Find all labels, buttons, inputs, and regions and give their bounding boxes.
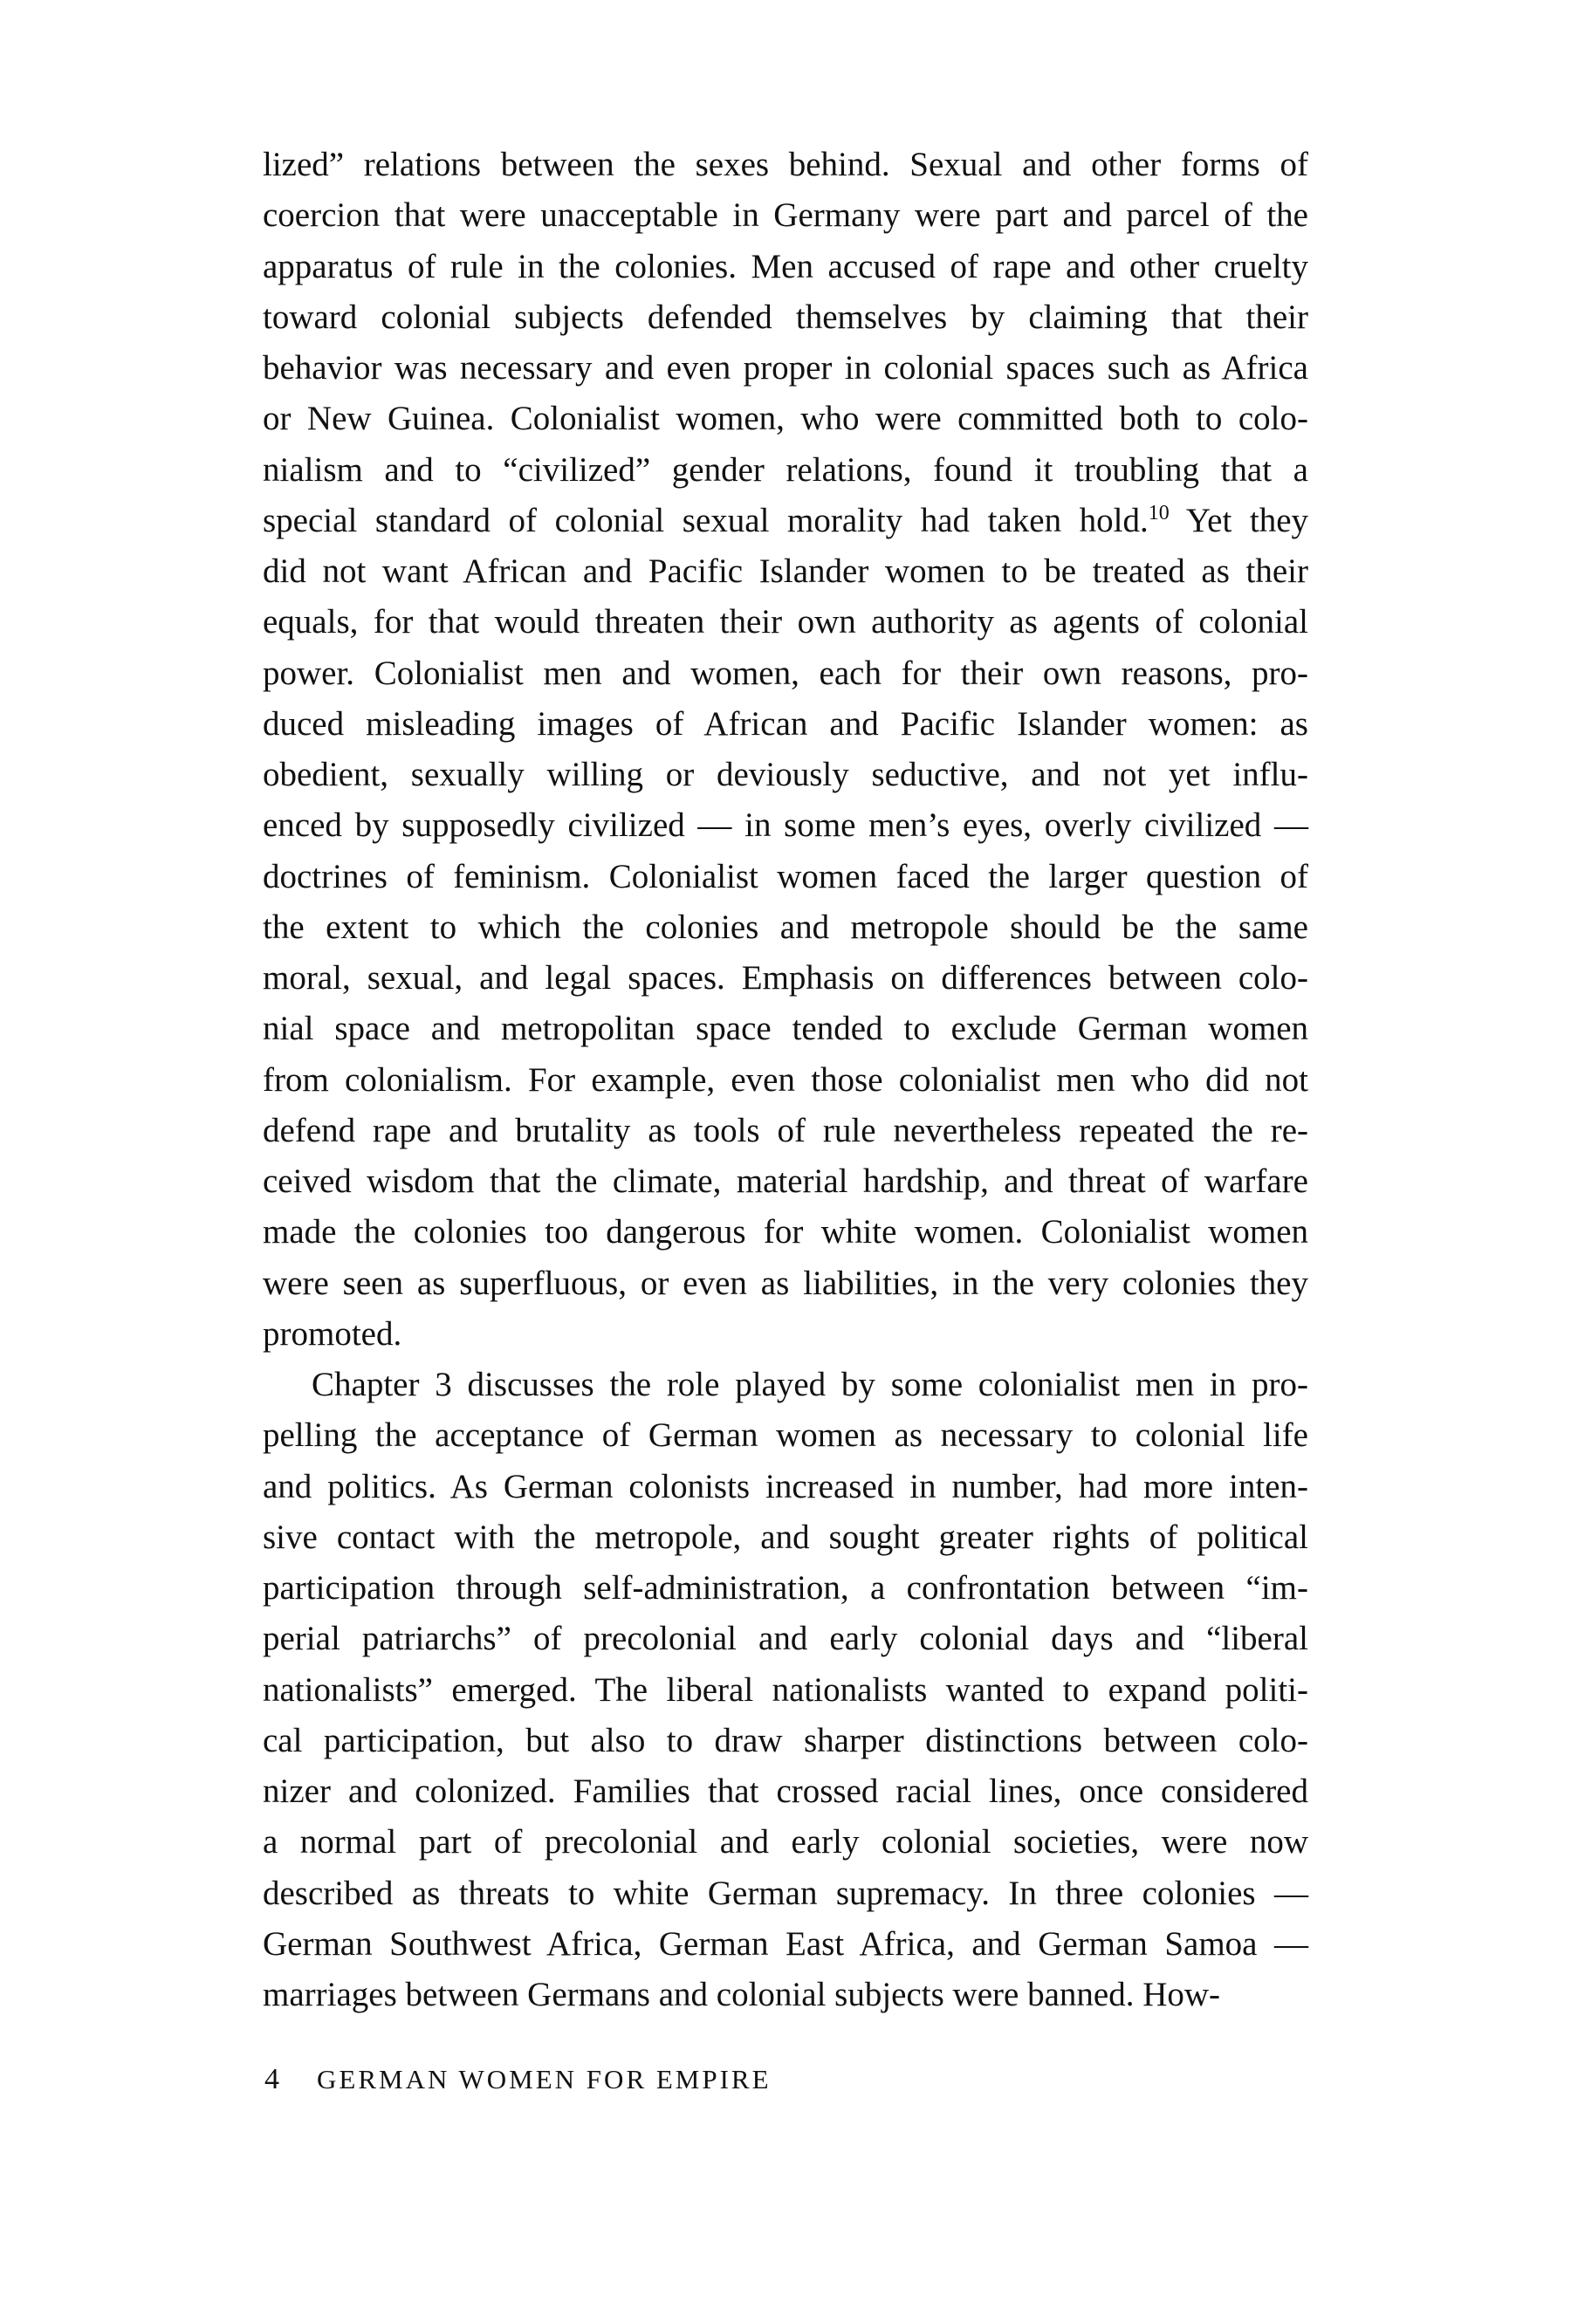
text-line <box>263 902 1308 953</box>
text-line <box>263 1614 1308 1664</box>
body-text <box>263 140 1308 2020</box>
text-line <box>263 190 1308 241</box>
line-text: perial patriarchs” of precolonial and early colonial days and “liberal <box>263 1620 1308 1658</box>
line-text: nizer and colonized. Families that crossed racial lines, once considered <box>263 1772 1308 1810</box>
text-line <box>263 496 1308 546</box>
text-line <box>263 1207 1308 1258</box>
page-number: 4 <box>264 2063 279 2095</box>
line-text: cal participation, but also to draw sharper distinctions between colo- <box>263 1721 1308 1759</box>
line-text: nialism and to “civilized” gender relations, found it troubling that a <box>263 450 1308 489</box>
text-line <box>263 1156 1308 1207</box>
text-line <box>263 140 1308 190</box>
text-line <box>263 1055 1308 1106</box>
line-text: pelling the acceptance of German women as necessary to colonial life <box>263 1416 1308 1455</box>
line-text: obedient, sexually willing or deviously seductive, and not yet influ- <box>263 756 1308 793</box>
text-line <box>263 343 1308 394</box>
line-text: moral, sexual, and legal spaces. Emphasis on differences between colo- <box>263 959 1308 997</box>
text-line <box>263 1360 1308 1410</box>
text-line <box>263 1817 1308 1868</box>
line-text: marriages between Germans and colonial subjects were banned. How- <box>263 1976 1221 2013</box>
line-text: described as threats to white German supremacy. In three colonies — <box>263 1874 1308 1912</box>
line-text: made the colonies too dangerous for white women. Colonialist women <box>263 1213 1308 1251</box>
line-text: Chapter 3 discusses the role played by some colonialist men in pro- <box>312 1366 1308 1403</box>
line-text: did not want African and Pacific Islander women to be treated as their <box>263 552 1308 590</box>
text-line <box>263 445 1308 496</box>
text-line <box>263 546 1308 597</box>
text-line <box>263 800 1308 851</box>
line-text: the extent to which the colonies and metropole should be the same <box>263 908 1308 946</box>
line-text: special standard of colonial sexual morality had taken hold. <box>263 501 1149 539</box>
text-line <box>263 1106 1308 1156</box>
text-line <box>263 1716 1308 1766</box>
line-text: defend rape and brutality as tools of rule nevertheless repeated the re- <box>263 1111 1308 1149</box>
line-text: lized” relations between the sexes behind. Sexual and other forms of <box>263 146 1308 183</box>
text-line <box>263 1004 1308 1054</box>
text-line <box>263 292 1308 343</box>
line-text: nial space and metropolitan space tended to exclude German women <box>263 1010 1308 1048</box>
page-footer <box>264 2063 772 2096</box>
text-line <box>263 1766 1308 1817</box>
text-line <box>263 1410 1308 1461</box>
line-text: were seen as superfluous, or even as liabilities, in the very colonies they <box>263 1264 1308 1302</box>
line-text: Yet they <box>1169 501 1309 539</box>
paragraph <box>263 140 1308 1360</box>
line-text: and politics. As German colonists increased in number, had more inten- <box>263 1467 1308 1505</box>
line-text: sive contact with the metropole, and sought greater rights of political <box>263 1518 1308 1556</box>
line-text: from colonialism. For example, even those colonialist men who did not <box>263 1060 1308 1099</box>
paragraph <box>263 1360 1308 2020</box>
text-line <box>263 1970 1308 2020</box>
text-line <box>263 1462 1308 1512</box>
text-line <box>263 1563 1308 1614</box>
line-text: coercion that were unacceptable in Germany were part and parcel of the <box>263 196 1308 235</box>
line-text: enced by supposedly civilized — in some men’s eyes, overly civilized — <box>263 806 1308 845</box>
line-text: nationalists” emerged. The liberal nationalists wanted to expand politi- <box>263 1670 1308 1709</box>
line-text: duced misleading images of African and Pacific Islander women: as <box>263 704 1308 743</box>
line-text: equals, for that would threaten their own authority as agents of colonial <box>263 603 1308 641</box>
text-line <box>263 597 1308 648</box>
running-title: GERMAN WOMEN FOR EMPIRE <box>317 2064 772 2094</box>
text-line <box>263 699 1308 750</box>
text-line <box>263 953 1308 1004</box>
line-text: a normal part of precolonial and early colonial societies, were now <box>263 1823 1308 1861</box>
footnote-reference[interactable]: 10 <box>1148 501 1170 524</box>
line-text: toward colonial subjects defended themselves by claiming that their <box>263 298 1308 336</box>
text-line <box>263 852 1308 902</box>
line-text: or New Guinea. Colonialist women, who were committed both to colo- <box>263 400 1308 438</box>
text-line <box>263 1258 1308 1309</box>
line-text: behavior was necessary and even proper in colonial spaces such as Africa <box>263 349 1308 387</box>
line-text: participation through self-administration, a confrontation between “im- <box>263 1569 1308 1607</box>
line-text: promoted. <box>263 1314 402 1353</box>
text-line <box>263 1512 1308 1563</box>
line-text: German Southwest Africa, German East Africa, and German Samoa — <box>263 1924 1308 1963</box>
text-line <box>263 394 1308 444</box>
text-line <box>263 1309 1308 1360</box>
text-line <box>263 1868 1308 1919</box>
text-line <box>263 1919 1308 1970</box>
line-text: ceived wisdom that the climate, material hardship, and threat of warfare <box>263 1162 1308 1200</box>
text-line <box>263 1665 1308 1716</box>
text-line <box>263 648 1308 699</box>
text-line <box>263 750 1308 800</box>
text-line <box>263 242 1308 292</box>
line-text: doctrines of feminism. Colonialist women faced the larger question of <box>263 857 1308 895</box>
line-text: power. Colonialist men and women, each for their own reasons, pro- <box>263 654 1308 692</box>
line-text: apparatus of rule in the colonies. Men accused of rape and other cruelty <box>263 247 1308 285</box>
